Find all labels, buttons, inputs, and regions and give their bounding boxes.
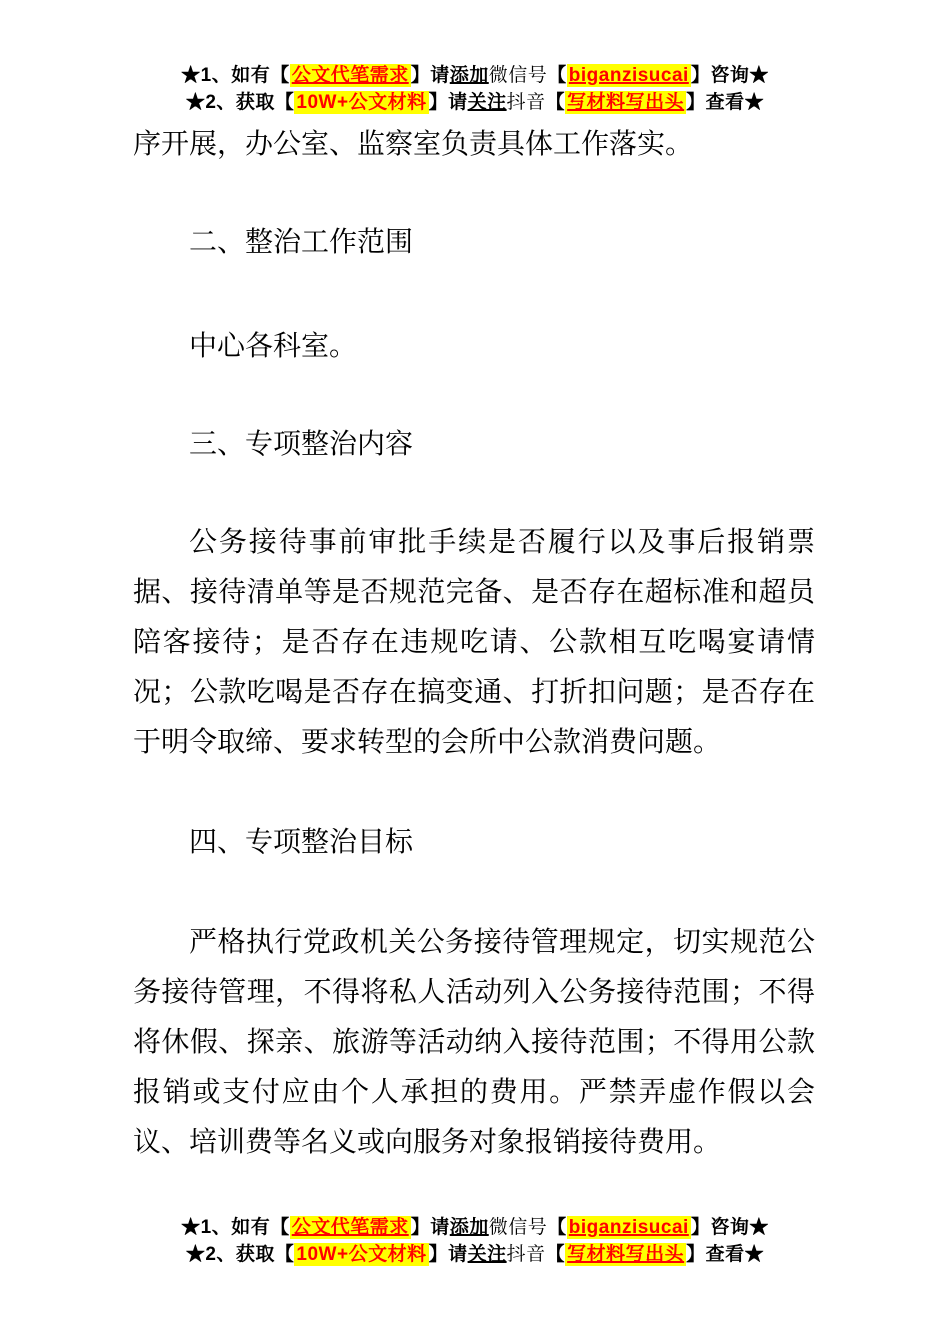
promo-bracket: 【 [547,65,567,86]
promo-wechat-label: 微信号 [488,65,548,86]
promo-mid: 】请 [410,65,450,86]
promo-underline-add: 添加 [449,65,489,86]
promo-douyin-label: 抖音 [506,92,546,113]
promo-suffix: 】咨询★ [690,1217,769,1238]
promo-wechat-id: biganzisucai [568,65,689,86]
paragraph-content: 公务接待事前审批手续是否履行以及事后报销票据、接待清单等是否规范完备、是否存在超标准和超员陪客接待；是否存在违规吃请、公款相互吃喝宴请情况；公款吃喝是否存在搞变通、打折扣问题；是否存在于明令取缔、要求转型的会所中公款消费问题。 [133,526,815,757]
promo-line-2 [0,1241,950,1268]
promo-bracket: 【 [545,92,566,113]
promo-banner-bottom [0,1214,950,1268]
promo-douyin-id: 写材料写出头 [567,92,685,113]
promo-underline-add: 添加 [449,1217,489,1238]
promo-underline-follow: 关注 [467,92,507,113]
promo-prefix: ★1、如有【 [181,65,290,86]
promo-prefix: ★1、如有【 [181,1217,290,1238]
promo-prefix: ★2、获取【 [185,92,295,113]
promo-highlight-materials: 10W+公文材料 [296,1244,427,1265]
promo-highlight-writing-service: 公文代笔需求 [291,65,409,86]
promo-bracket: 【 [547,1217,567,1238]
promo-douyin-id: 写材料写出头 [567,1244,685,1265]
promo-banner-top [0,62,950,116]
promo-underline-follow: 关注 [467,1244,507,1265]
promo-douyin-label: 抖音 [506,1244,546,1265]
paragraph-target: 严格执行党政机关公务接待管理规定，切实规范公务接待管理，不得将私人活动列入公务接待范围；不得将休假、探亲、旅游等活动纳入接待范围；不得用公款报销或支付应由个人承担的费用。严禁弄虚作假以会议、培训费等名义或向服务对象报销接待费用。 [133,926,815,1157]
promo-mid: 】请 [428,1244,468,1265]
promo-line-1 [0,1214,950,1241]
promo-mid: 】请 [410,1217,450,1238]
promo-line-1 [0,62,950,89]
promo-highlight-materials: 10W+公文材料 [296,92,427,113]
heading-section-3: 三、专项整治内容 [189,428,414,459]
promo-suffix: 】查看★ [686,92,765,113]
promo-bracket: 【 [545,1244,566,1265]
paragraph-continuation: 序开展，办公室、监察室负责具体工作落实。 [133,128,694,159]
promo-line-2 [0,89,950,116]
promo-wechat-label: 微信号 [488,1217,548,1238]
heading-section-2: 二、整治工作范围 [189,226,414,257]
promo-suffix: 】咨询★ [690,65,769,86]
promo-highlight-writing-service: 公文代笔需求 [291,1217,409,1238]
promo-prefix: ★2、获取【 [185,1244,295,1265]
paragraph-scope: 中心各科室。 [189,330,358,361]
promo-suffix: 】查看★ [686,1244,765,1265]
heading-section-4: 四、专项整治目标 [189,826,414,857]
promo-mid: 】请 [428,92,468,113]
promo-wechat-id: biganzisucai [568,1217,689,1238]
